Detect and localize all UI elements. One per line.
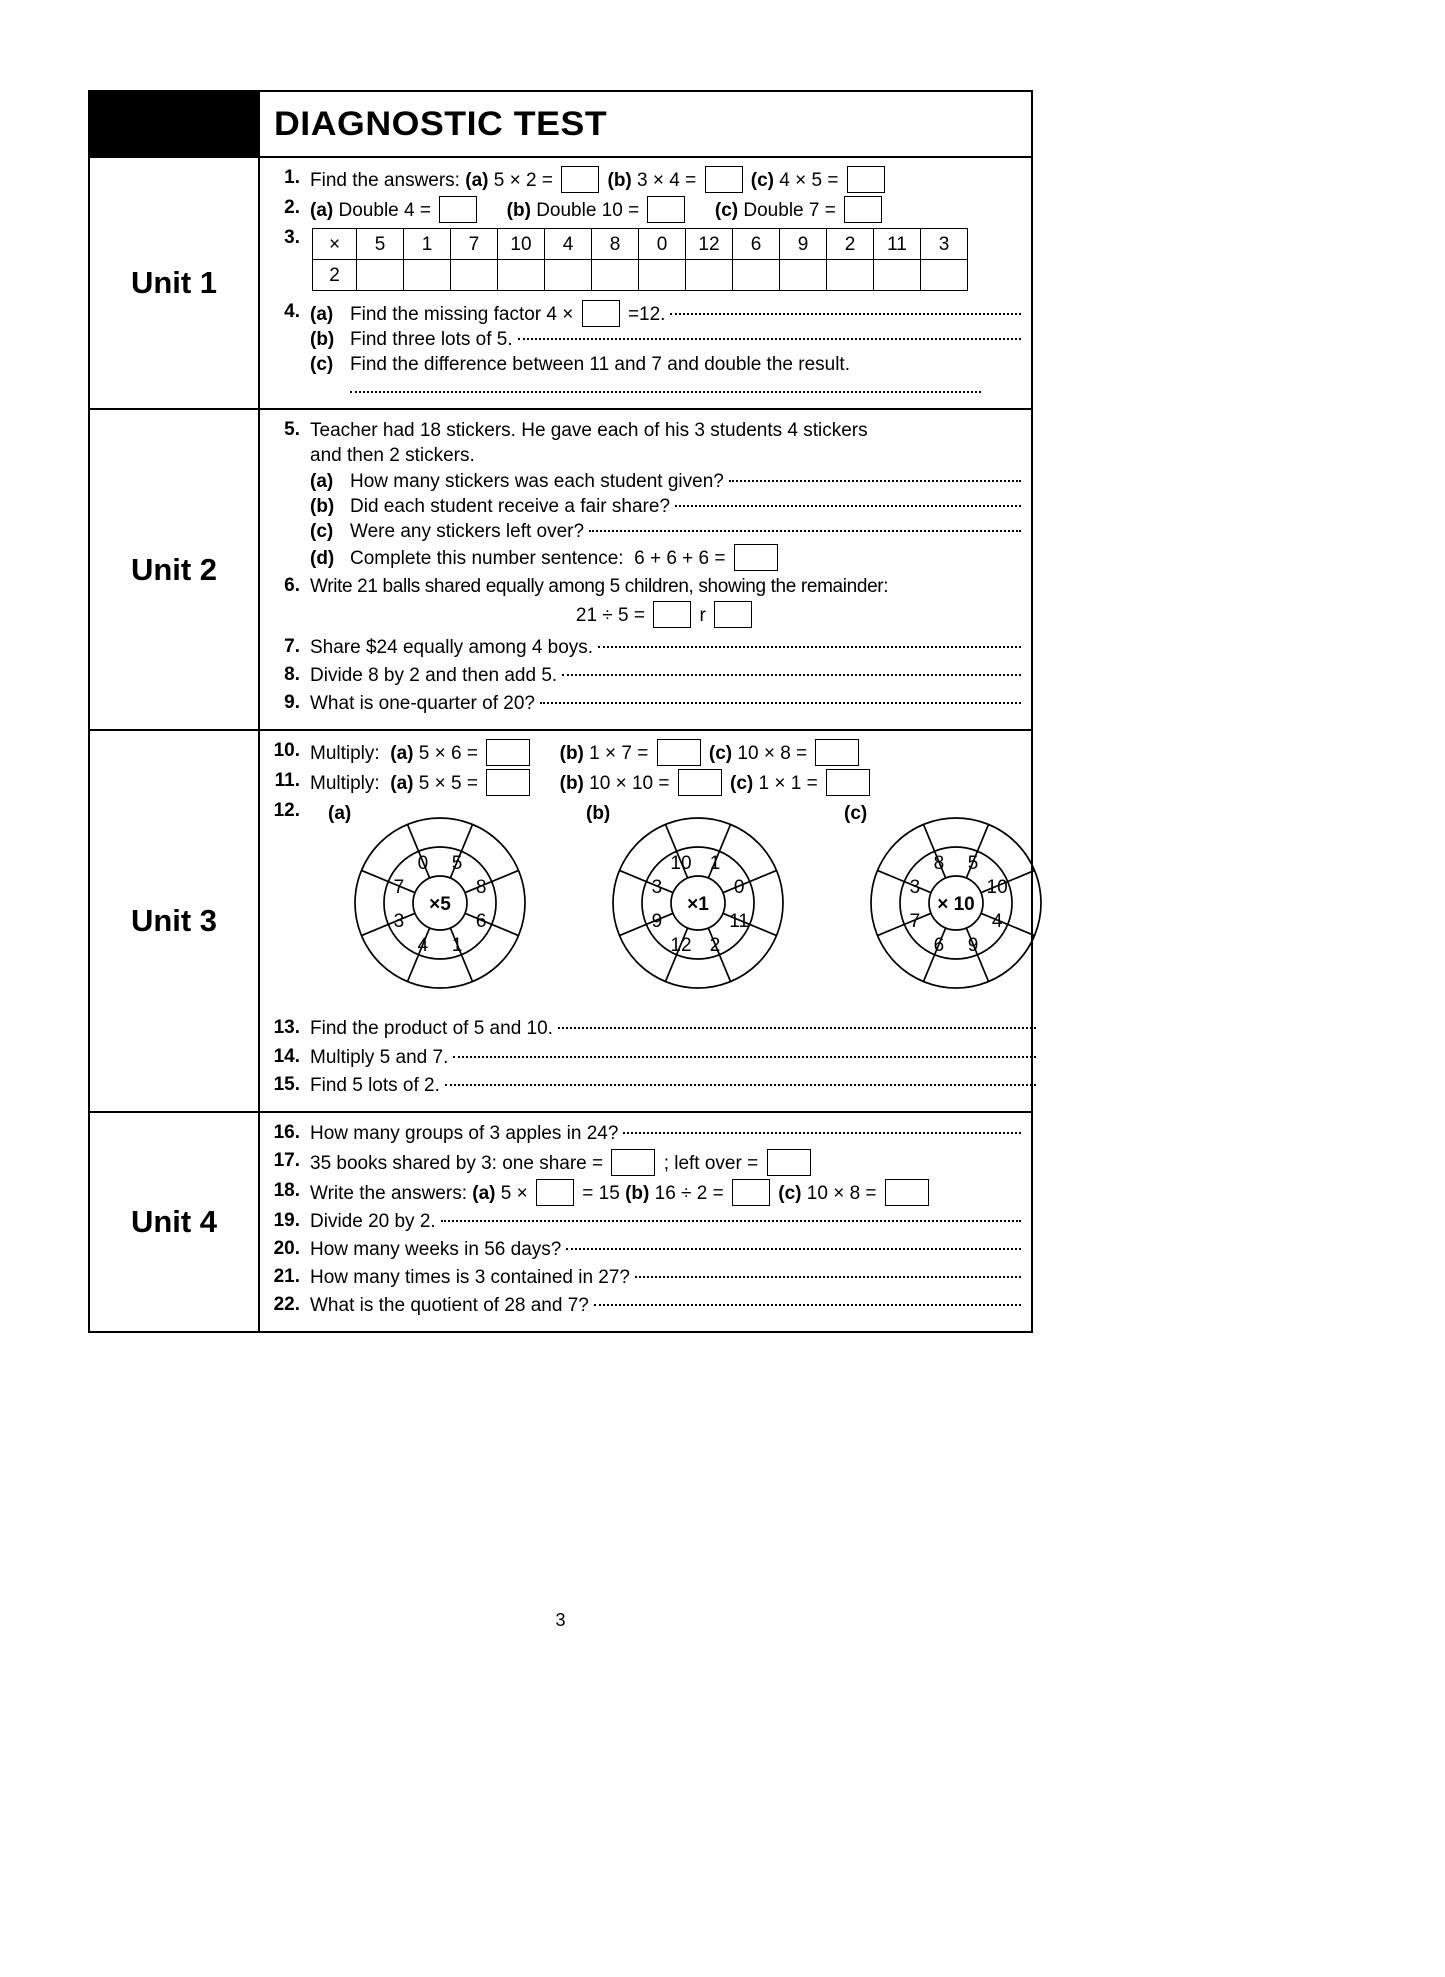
wheel-inner-value: 0 [733, 877, 745, 899]
question-18-stem: Write the answers: [310, 1182, 467, 1204]
page-header [88, 90, 1033, 158]
wheel-inner-value: 1 [451, 935, 463, 957]
table-answer-cell[interactable] [357, 260, 404, 291]
wheel-inner-value: 3 [393, 911, 405, 933]
question-20-answer-line[interactable] [566, 1248, 1021, 1250]
question-21 [266, 1265, 1021, 1290]
wheel-diagram [598, 801, 798, 1006]
table-header-cell: 10 [498, 229, 545, 260]
question-18a-expression-left: 5 × [500, 1182, 528, 1204]
wheel-part-label: (b) [586, 803, 611, 825]
unit-1-body [260, 158, 1031, 408]
question-9 [266, 691, 1021, 716]
table-answer-cell[interactable] [545, 260, 592, 291]
question-5-stem-line-2: and then 2 stickers. [310, 445, 475, 467]
unit-4-label: Unit 4 [130, 1203, 218, 1239]
question-6-stem: Write 21 balls shared equally among 5 children, showing the remainder: [310, 575, 889, 597]
wheel-diagram [340, 801, 540, 1006]
question-18c-expression: 10 × 8 = [806, 1182, 877, 1204]
question-13-body [310, 1016, 1036, 1041]
wheel-inner-value: 5 [451, 853, 463, 875]
unit-2-label: Unit 2 [130, 551, 218, 587]
question-5c-text: Were any stickers left over? [350, 520, 585, 542]
question-12-body [310, 799, 1036, 1013]
question-10-body [310, 739, 1036, 766]
question-2 [266, 196, 1021, 223]
question-4b-label: (b) [310, 329, 335, 351]
wheel-inner-value: 6 [933, 935, 945, 957]
question-2a-expression: Double 4 = [338, 200, 431, 222]
question-10a-label: (a) [390, 743, 414, 765]
question-16 [266, 1121, 1021, 1146]
question-22-number: 22. [273, 1294, 300, 1316]
table-answer-cell[interactable] [451, 260, 498, 291]
question-12-number: 12. [273, 800, 300, 822]
question-10-number: 10. [273, 740, 300, 762]
table-answer-cell[interactable] [592, 260, 639, 291]
wheel-spoke [877, 871, 931, 893]
question-11a-label: (a) [390, 773, 414, 795]
question-4a-text [350, 300, 665, 327]
wheel-inner-value: 6 [475, 911, 487, 933]
question-19 [266, 1209, 1021, 1234]
question-22-answer-line[interactable] [594, 1304, 1021, 1306]
question-19-text: Divide 20 by 2. [310, 1210, 436, 1232]
table-header-cell: 7 [451, 229, 498, 260]
table-answer-cell[interactable] [921, 260, 968, 291]
question-4b-text: Find three lots of 5. [350, 329, 513, 351]
wheel-inner-value: 4 [991, 911, 1003, 933]
question-12 [266, 799, 1036, 1013]
question-13 [266, 1016, 1036, 1041]
question-6-quotient-box[interactable] [653, 601, 691, 628]
question-10c-expression: 10 × 8 = [737, 743, 808, 765]
question-10c-label: (c) [708, 743, 733, 765]
question-1c-answer-box[interactable] [847, 166, 885, 193]
table-header-cell: 8 [592, 229, 639, 260]
question-18a-answer-box[interactable] [536, 1179, 574, 1206]
question-4c-label: (c) [310, 354, 334, 376]
question-2c-expression: Double 7 = [743, 200, 836, 222]
question-5-stem-line-1: Teacher had 18 stickers. He gave each of his 3 students 4 stickers [310, 420, 868, 442]
question-19-body [310, 1209, 1021, 1234]
multiplication-wheel [568, 801, 826, 1013]
table-header-operator: × [313, 229, 357, 260]
header-title-cell [258, 90, 1033, 158]
question-7-number: 7. [284, 636, 300, 658]
unit-4-body [260, 1113, 1031, 1332]
table-header-cell: 5 [357, 229, 404, 260]
table-header-cell: 12 [686, 229, 733, 260]
question-13-text: Find the product of 5 and 10. [310, 1018, 553, 1040]
table-answer-cell[interactable] [827, 260, 874, 291]
question-15-number: 15. [273, 1073, 300, 1095]
question-18a-label: (a) [472, 1182, 496, 1204]
question-2b-expression: Double 10 = [536, 200, 640, 222]
question-16-number: 16. [273, 1121, 300, 1143]
page-number: 3 [555, 1610, 566, 1630]
question-5c-label: (c) [310, 520, 334, 542]
worksheet-page [88, 90, 1033, 1630]
question-1-body [310, 166, 1021, 193]
question-4a-answer-line[interactable] [670, 313, 1021, 315]
question-9-number: 9. [284, 692, 300, 714]
question-6-number: 6. [284, 574, 300, 596]
question-4 [266, 300, 1021, 395]
header-black-block [88, 90, 258, 158]
page-title: DIAGNOSTIC TEST [274, 104, 608, 143]
question-11a-answer-box[interactable] [486, 769, 530, 796]
question-17 [266, 1149, 1021, 1176]
question-10-stem: Multiply: [310, 743, 380, 765]
multiplication-wheel [826, 801, 1036, 1013]
wheel-inner-value: 10 [670, 853, 692, 875]
unit-section-3 [88, 731, 1033, 1112]
question-13-number: 13. [273, 1017, 300, 1039]
question-2b-label: (b) [506, 200, 531, 222]
table-header-cell: 4 [545, 229, 592, 260]
unit-3-body [260, 731, 1046, 1110]
question-5d-prompt: Complete this number sentence: [350, 547, 624, 569]
question-15-text: Find 5 lots of 2. [310, 1074, 440, 1096]
question-5b-answer-line[interactable] [675, 505, 1021, 507]
wheel-inner-value: 10 [986, 877, 1008, 899]
question-20-body [310, 1237, 1021, 1262]
question-11 [266, 769, 1036, 796]
question-15 [266, 1073, 1036, 1098]
wheel-inner-value: 9 [651, 911, 663, 933]
question-4a-answer-box[interactable] [582, 300, 620, 327]
question-4c [310, 352, 1021, 377]
question-1a-answer-box[interactable] [561, 166, 599, 193]
question-14-text: Multiply 5 and 7. [310, 1046, 449, 1068]
question-21-number: 21. [273, 1266, 300, 1288]
unit-1-label: Unit 1 [130, 265, 218, 301]
question-7-body [310, 635, 1021, 660]
wheel-inner-value: 9 [967, 935, 979, 957]
question-1b-answer-box[interactable] [705, 166, 743, 193]
question-20-text: How many weeks in 56 days? [310, 1239, 562, 1261]
question-20-number: 20. [273, 1238, 300, 1260]
question-18 [266, 1179, 1021, 1206]
question-17-text-a: 35 books shared by 3: one share = [310, 1152, 604, 1174]
question-10a-expression: 5 × 6 = [418, 743, 478, 765]
question-16-answer-line[interactable] [623, 1132, 1021, 1134]
question-13-answer-line[interactable] [558, 1027, 1036, 1029]
question-18a-expression-right: = 15 [582, 1182, 620, 1204]
question-11c-label: (c) [730, 773, 754, 795]
question-14-number: 14. [273, 1045, 300, 1067]
question-4b-answer-line[interactable] [518, 338, 1021, 340]
unit-4-label-cell [90, 1113, 260, 1332]
unit-section-4 [88, 1113, 1033, 1334]
question-11b-expression: 10 × 10 = [589, 773, 670, 795]
question-1c-expression: 4 × 5 = [779, 170, 839, 191]
question-5d-answer-box[interactable] [734, 544, 778, 571]
question-2-number: 2. [284, 197, 300, 219]
question-9-answer-line[interactable] [540, 702, 1021, 704]
question-1b-label: (b) [607, 170, 632, 191]
question-5b [310, 494, 1021, 519]
question-1a-label: (a) [465, 170, 489, 191]
question-4a-prompt: Find the missing factor [350, 304, 542, 326]
unit-2-label-cell [90, 410, 260, 729]
wheel-diagram [856, 801, 1056, 1006]
question-11a-expression: 5 × 5 = [418, 773, 478, 795]
question-16-body [310, 1121, 1021, 1146]
question-1-number: 1. [284, 167, 300, 188]
question-18c-label: (c) [778, 1182, 802, 1204]
table-answer-cell[interactable] [733, 260, 780, 291]
question-5a-label: (a) [310, 470, 334, 492]
question-6-expression: 21 ÷ 5 = [575, 604, 645, 626]
table-answer-cell[interactable] [874, 260, 921, 291]
question-22 [266, 1293, 1021, 1318]
question-2a-answer-box[interactable] [439, 196, 477, 223]
multiplication-wheel [310, 801, 568, 1013]
question-8-text: Divide 8 by 2 and then add 5. [310, 665, 558, 687]
table-header-cell: 1 [404, 229, 451, 260]
question-4c-text: Find the difference between 11 and 7 and double the result. [350, 354, 850, 376]
question-21-body [310, 1265, 1021, 1290]
question-8-body [310, 663, 1021, 688]
question-8-number: 8. [284, 664, 300, 686]
question-7 [266, 635, 1021, 660]
question-11b-answer-box[interactable] [678, 769, 722, 796]
question-22-text: What is the quotient of 28 and 7? [310, 1295, 589, 1317]
question-4-number: 4. [284, 301, 300, 323]
wheel-spoke [981, 914, 1035, 936]
question-17-share-box[interactable] [611, 1149, 655, 1176]
table-header-cell: 0 [639, 229, 686, 260]
table-header-cell: 11 [874, 229, 921, 260]
question-2c-label: (c) [714, 200, 739, 222]
question-5d [310, 544, 1021, 571]
question-6-expression-row [310, 601, 1021, 628]
question-7-text: Share $24 equally among 4 boys. [310, 637, 594, 659]
question-6-body [310, 574, 1021, 632]
wheel-part-label: (c) [844, 803, 868, 825]
wheel-inner-value: 7 [909, 911, 921, 933]
unit-section-1 [88, 158, 1033, 410]
question-4a-expression-left: 4 × [546, 304, 574, 326]
question-18b-label: (b) [625, 1182, 650, 1204]
question-17-text-b: ; left over = [663, 1152, 759, 1174]
question-10b-label: (b) [559, 743, 584, 765]
question-11-number: 11. [274, 770, 300, 792]
question-5a-text: How many stickers was each student given? [350, 470, 724, 492]
question-6-remainder-box[interactable] [714, 601, 752, 628]
question-10c-answer-box[interactable] [815, 739, 859, 766]
question-1 [266, 166, 1021, 193]
question-11b-label: (b) [559, 773, 584, 795]
question-11-stem: Multiply: [310, 773, 380, 795]
question-5c-answer-line[interactable] [589, 530, 1021, 532]
question-5d-text [350, 544, 781, 571]
wheel-center-operator: × 10 [937, 894, 975, 916]
question-16-text: How many groups of 3 apples in 24? [310, 1122, 619, 1144]
question-22-body [310, 1293, 1021, 1318]
question-11-body [310, 769, 1036, 796]
question-5b-label: (b) [310, 495, 335, 517]
question-3-number: 3. [284, 227, 300, 249]
question-5a-answer-line[interactable] [729, 480, 1021, 482]
wheel-inner-value: 3 [909, 877, 921, 899]
question-18b-answer-box[interactable] [732, 1179, 770, 1206]
question-1-stem: Find the answers: [310, 170, 460, 191]
table-answer-cell[interactable] [639, 260, 686, 291]
question-2c-answer-box[interactable] [844, 196, 882, 223]
wheel-inner-value: 7 [393, 877, 405, 899]
question-7-answer-line[interactable] [598, 646, 1021, 648]
question-1b-expression: 3 × 4 = [637, 170, 697, 191]
question-3 [266, 226, 1021, 297]
question-10a-answer-box[interactable] [486, 739, 530, 766]
question-19-answer-line[interactable] [441, 1220, 1021, 1222]
wheel-inner-value: 1 [709, 853, 721, 875]
question-2-body [310, 196, 1021, 223]
question-8-answer-line[interactable] [562, 674, 1021, 676]
wheel-inner-value: 8 [475, 877, 487, 899]
question-6 [266, 574, 1021, 632]
wheel-inner-value: 2 [709, 935, 721, 957]
question-18c-answer-box[interactable] [885, 1179, 929, 1206]
unit-2-body [260, 410, 1031, 729]
question-6-remainder-label: r [699, 604, 706, 626]
question-9-body [310, 691, 1021, 716]
wheel-spoke [877, 914, 931, 936]
table-header-cell: 6 [733, 229, 780, 260]
question-5-body [310, 418, 1021, 570]
wheel-inner-value: 0 [417, 853, 429, 875]
wheel-spoke [465, 871, 519, 893]
question-10b-expression: 1 × 7 = [589, 743, 649, 765]
multiplication-table [312, 228, 968, 291]
question-18-number: 18. [273, 1179, 300, 1201]
wheel-spoke [361, 871, 415, 893]
question-17-body [310, 1149, 1021, 1176]
question-11c-answer-box[interactable] [826, 769, 870, 796]
wheel-inner-value: 3 [651, 877, 663, 899]
question-4a-label: (a) [310, 304, 334, 326]
question-9-text: What is one-quarter of 20? [310, 693, 535, 715]
question-14-body [310, 1045, 1036, 1070]
wheel-center-operator: ×5 [429, 894, 451, 916]
question-3-body [310, 226, 1021, 297]
question-5d-expression: 6 + 6 + 6 = [634, 547, 726, 569]
wheel-inner-value: 5 [967, 853, 979, 875]
table-answer-cell[interactable] [404, 260, 451, 291]
question-2b-answer-box[interactable] [647, 196, 685, 223]
question-15-answer-line[interactable] [445, 1084, 1036, 1086]
unit-section-2 [88, 410, 1033, 731]
table-header-cell: 3 [921, 229, 968, 260]
question-21-answer-line[interactable] [635, 1276, 1021, 1278]
table-answer-cell[interactable] [780, 260, 827, 291]
wheel-center-operator: ×1 [687, 894, 709, 916]
table-answer-cell[interactable] [686, 260, 733, 291]
wheel-spoke [361, 914, 415, 936]
question-18b-expression: 16 ÷ 2 = [654, 1182, 724, 1204]
wheel-spoke [619, 914, 673, 936]
question-5c [310, 519, 1021, 544]
question-21-text: How many times is 3 contained in 27? [310, 1267, 630, 1289]
question-5-number: 5. [284, 419, 300, 441]
question-4a-expression-right: =12. [627, 304, 666, 326]
question-11c-expression: 1 × 1 = [758, 773, 818, 795]
question-4c-answer-line[interactable] [350, 391, 981, 393]
question-1a-expression: 5 × 2 = [493, 170, 553, 191]
question-8 [266, 663, 1021, 688]
question-4b [310, 327, 1021, 352]
question-19-number: 19. [273, 1209, 300, 1231]
wheel-inner-value: 8 [933, 853, 945, 875]
table-header-cell: 2 [827, 229, 874, 260]
question-15-body [310, 1073, 1036, 1098]
question-20 [266, 1237, 1021, 1262]
question-10b-answer-box[interactable] [657, 739, 701, 766]
wheel-part-label: (a) [328, 803, 352, 825]
table-row-multiplier: 2 [313, 260, 357, 291]
multiplication-wheels [310, 801, 1036, 1013]
question-1c-label: (c) [750, 170, 775, 191]
question-17-leftover-box[interactable] [767, 1149, 811, 1176]
question-18-body [310, 1179, 1021, 1206]
question-14 [266, 1045, 1036, 1070]
table-header-cell: 9 [780, 229, 827, 260]
question-5b-text: Did each student receive a fair share? [350, 495, 671, 517]
unit-3-label: Unit 3 [130, 902, 218, 938]
table-row-answers [313, 260, 968, 291]
question-4a [310, 300, 1021, 327]
table-row-header [313, 229, 968, 260]
wheel-inner-value: 12 [670, 935, 692, 957]
question-4-body [310, 300, 1021, 395]
unit-3-label-cell [90, 731, 260, 1110]
wheel-inner-value: 11 [729, 911, 749, 933]
question-5d-label: (d) [310, 547, 335, 569]
question-5a [310, 469, 1021, 494]
wheel-spoke [723, 871, 777, 893]
table-answer-cell[interactable] [498, 260, 545, 291]
question-10 [266, 739, 1036, 766]
unit-1-label-cell [90, 158, 260, 408]
question-17-number: 17. [273, 1149, 300, 1171]
wheel-spoke [619, 871, 673, 893]
question-5 [266, 418, 1021, 570]
wheel-spoke [465, 914, 519, 936]
question-14-answer-line[interactable] [453, 1056, 1036, 1058]
question-2a-label: (a) [310, 200, 334, 222]
wheel-inner-value: 4 [417, 935, 429, 957]
